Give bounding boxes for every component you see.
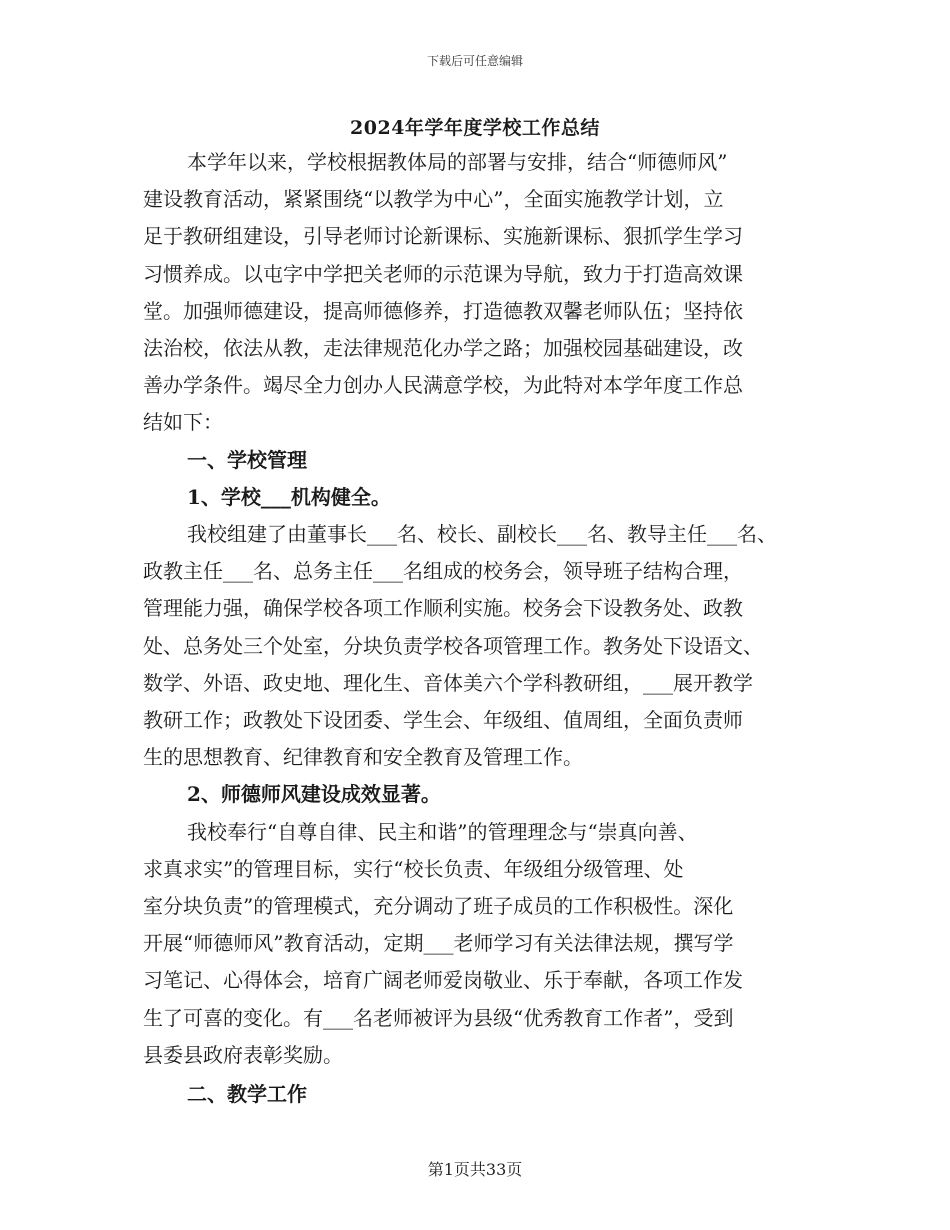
- text-line: 堂。加强师德建设，提高师德修养，打造德教双馨老师队伍；坚持依: [143, 298, 743, 323]
- text-line: 处、总务处三个处室，分块负责学校各项管理工作。教务处下设语文、: [143, 633, 763, 658]
- text-line: 教研工作；政教处下设团委、学生会、年级组、值周组，全面负责师: [143, 708, 743, 733]
- text-line: 生了可喜的变化。有___名老师被评为县级“优秀教育工作者”，受到: [143, 1005, 734, 1030]
- text-line: 习惯养成。以屯字中学把关老师的示范课为导航，致力于打造高效课: [143, 261, 743, 286]
- text-line: 管理能力强，确保学校各项工作顺利实施。校务会下设教务处、政教: [143, 596, 743, 621]
- text-line: 习笔记、心得体会，培育广阔老师爱岗敬业、乐于奉献，各项工作发: [143, 968, 743, 993]
- document-title: 2024年学年度学校工作总结: [350, 117, 600, 139]
- text-line: 生的思想教育、纪律教育和安全教育及管理工作。: [143, 745, 583, 770]
- document-body: [143, 144, 833, 1113]
- organization-paragraph: [143, 516, 833, 776]
- text-line: 县委县政府表彰奖励。: [143, 1042, 343, 1067]
- ethics-paragraph: [143, 814, 833, 1074]
- text-line: 足于教研组建设，引导老师讨论新课标、实施新课标、狠抓学生学习: [143, 224, 743, 249]
- subheading-ethics: 2、师德师风建设成效显著。: [187, 782, 441, 807]
- section-heading-school-management: 一、学校管理: [187, 447, 307, 472]
- text-line: 政教主任___名、总务主任___名组成的校务会，领导班子结构合理，: [143, 559, 743, 584]
- text-line: 法治校，依法从教，走法律规范化办学之路；加强校园基础建设，改: [143, 336, 743, 361]
- page-number: 第1页共33页: [427, 1160, 523, 1179]
- text-line: 室分块负责”的管理模式，充分调动了班子成员的工作积极性。深化: [143, 894, 734, 919]
- text-line: 开展“师德师风”教育活动，定期___老师学习有关法律法规，撰写学: [143, 931, 734, 956]
- text-line: 结如下：: [143, 410, 223, 435]
- subheading-organization: 1、学校___机构健全。: [187, 484, 391, 509]
- intro-paragraph: [143, 144, 833, 442]
- section-heading-teaching: 二、教学工作: [187, 1082, 307, 1107]
- text-line: 我校组建了由董事长___名、校长、副校长___名、教导主任___名、: [187, 522, 777, 547]
- text-line: 数学、外语、政史地、理化生、音体美六个学科教研组，___展开教学: [143, 670, 753, 695]
- text-line: 本学年以来，学校根据教体局的部署与安排，结合“师德师风”: [187, 150, 728, 174]
- page-header-note: 下载后可任意编辑: [426, 54, 523, 68]
- text-line: 求真求实”的管理目标，实行“校长负责、年级组分级管理、处: [143, 856, 684, 881]
- text-line: 我校奉行“自尊自律、民主和谐”的管理理念与“崇真向善、: [187, 819, 698, 844]
- text-line: 善办学条件。竭尽全力创办人民满意学校，为此特对本学年度工作总: [143, 373, 743, 398]
- text-line: 建设教育活动，紧紧围绕“以教学为中心”，全面实施教学计划，立: [143, 187, 724, 212]
